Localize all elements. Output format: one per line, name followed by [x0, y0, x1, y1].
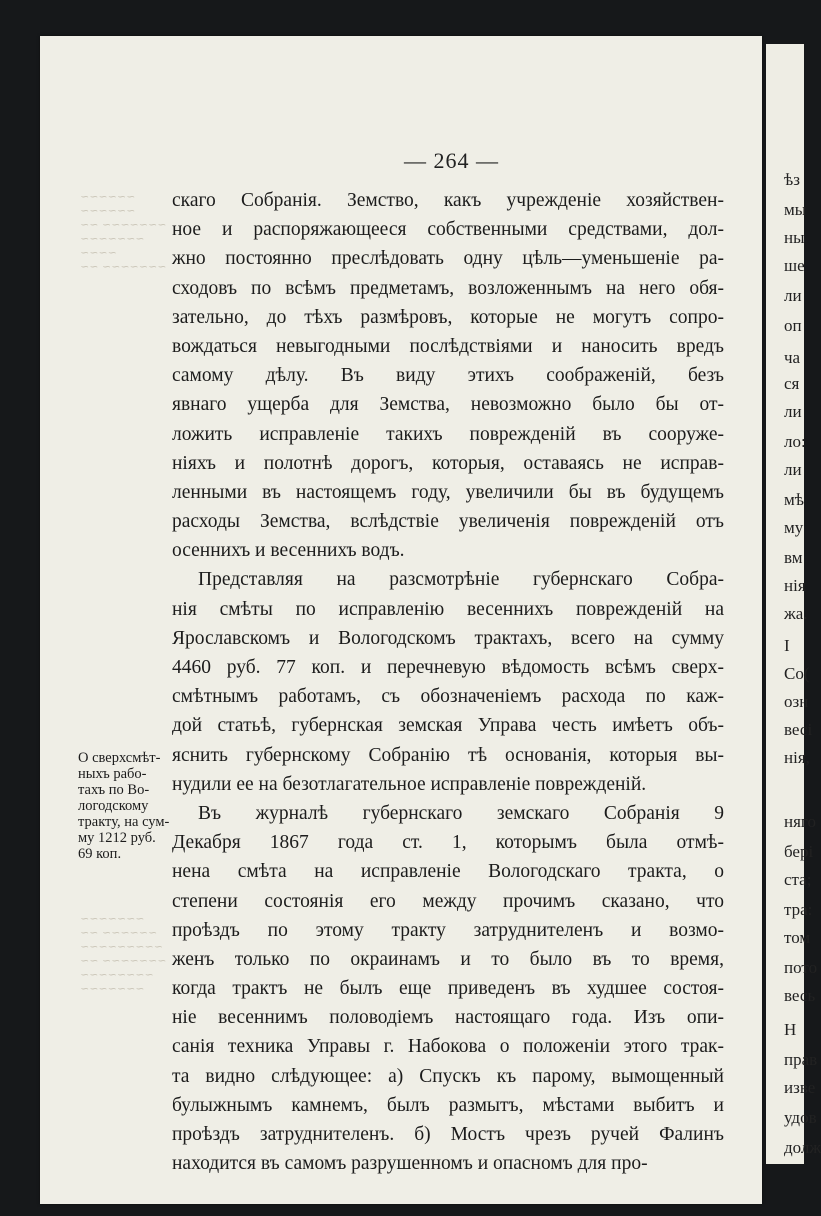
text-line: нудили ее на безотлагательное исправленіе поврежденій.: [172, 773, 647, 795]
text-line: Въ журналѣ губернскаго земскаго Собранія 9: [198, 802, 724, 824]
facing-page-line: вм: [784, 548, 803, 567]
facing-page-line: ли: [784, 460, 802, 479]
facing-page-line: Со(: [784, 664, 810, 683]
text-line: ное и распоряжающееся собственными средствами, дол-: [172, 219, 724, 241]
margin-note-line: логодскому: [78, 798, 149, 814]
text-line: степени состоянія его между прочимъ сказано, что: [172, 890, 724, 912]
text-line: сходовъ по всѣмъ предметамъ, возложеннымъ на него обя-: [172, 277, 724, 299]
show-through-text: ~~~~~~~ ~~~~~~ ~~ ~~~~~~~~~ ~~~~~~~ ~~ ~~~~~~~~ ~~~~~~~: [80, 912, 167, 995]
facing-page-line: удов: [784, 1108, 817, 1127]
facing-page-line: ше: [784, 256, 805, 275]
text-line: находится въ самомъ разрушенномъ и опасномъ для про-: [172, 1153, 648, 1175]
text-line: смѣтнымъ работамъ, съ обозначеніемъ расхода по каж-: [172, 686, 724, 708]
text-line: скаго Собранія. Земство, какъ учрежденіе хозяйствен-: [172, 190, 724, 211]
text-line: ложить исправленіе такихъ поврежденій въ сооруже-: [172, 423, 724, 445]
facing-page-line: няго: [784, 812, 816, 831]
text-line: нія смѣты по исправленію весеннихъ поврежденій на: [172, 598, 724, 620]
text-line: Ярославскомъ и Вологодскомъ трактахъ, всего на сумму: [172, 627, 724, 649]
margin-note-line: тахъ по Во-: [78, 782, 150, 798]
facing-page-line: том: [784, 928, 811, 947]
margin-note-line: 69 коп.: [78, 846, 122, 862]
facing-page-line: ло:: [784, 432, 806, 451]
text-line: вождаться невыгодными послѣдствіями и наносить вредъ: [172, 335, 724, 357]
margin-note-line: ныхъ рабо-: [78, 766, 147, 782]
text-line: яснить губернскому Собранію тѣ основанія, которыя вы-: [172, 744, 724, 766]
text-line: проѣздъ по этому тракту затруднителенъ и возмо-: [172, 919, 724, 941]
facing-page-line: му: [784, 518, 804, 537]
text-line: явнаго ущерба для Земства, невозможно было бы от-: [172, 394, 724, 416]
facing-page-line: I: [784, 636, 790, 655]
text-line: Декабря 1867 года ст. 1, которымъ была отмѣ-: [172, 832, 724, 854]
facing-page-line: нія: [784, 576, 806, 595]
text-line: Представляя на разсмотрѣніе губернскаго Собра-: [198, 569, 724, 591]
facing-page-line: ѣз: [784, 170, 800, 189]
facing-page-line: мѣ: [784, 490, 804, 509]
facing-page-line: долж: [784, 1138, 821, 1157]
text-line: та видно слѣдующее: а) Спускъ къ парому, вымощенный: [172, 1065, 724, 1087]
facing-page-line: озн: [784, 692, 809, 711]
facing-page-line: оп: [784, 316, 802, 335]
text-line: жно постоянно преслѣдовать одну цѣль—уменьшеніе ра-: [172, 248, 724, 270]
text-line: проѣздъ затруднителенъ. б) Мостъ чрезъ ручей Фалинъ: [172, 1124, 724, 1145]
facing-page-line: нія,: [784, 748, 810, 767]
facing-page-line: Н: [784, 1020, 797, 1039]
facing-page-line: ны: [784, 228, 805, 247]
text-line: зательно, до тѣхъ размѣровъ, которые не могутъ сопро-: [172, 306, 724, 328]
text-line: ніяхъ и полотнѣ дорогъ, которыя, оставаясь не исправ-: [172, 452, 724, 474]
facing-page-line: изве: [784, 1078, 816, 1097]
facing-page-line: прав: [784, 1050, 818, 1069]
text-line: самому дѣлу. Въ виду этихъ соображеній, безъ: [172, 365, 724, 387]
facing-page-line: бері: [784, 842, 814, 861]
text-line: дой статьѣ, губернская земская Управа честь имѣетъ объ-: [172, 715, 724, 737]
facing-page-line: ся: [784, 374, 800, 393]
facing-page-line: весь: [784, 986, 816, 1005]
margin-note: [78, 750, 178, 862]
facing-page-line: ста;: [784, 870, 812, 889]
text-line: ленными въ настоящемъ году, увеличили бы въ будущемъ: [172, 481, 724, 503]
page-number: — 264 —: [404, 148, 499, 173]
facing-page-line: ли: [784, 402, 802, 421]
margin-note-line: му 1212 руб.: [78, 830, 156, 846]
margin-note-line: О сверхсмѣт-: [78, 750, 161, 766]
facing-page-line: пото: [784, 958, 818, 977]
margin-note-line: тракту, на сум-: [78, 814, 170, 830]
facing-page-line: ли: [784, 286, 802, 305]
text-line: булыжнымъ камнемъ, былъ размытъ, мѣстами выбитъ и: [172, 1094, 724, 1116]
text-line: осеннихъ и весеннихъ водъ.: [172, 540, 405, 562]
body-text: [172, 186, 724, 1178]
text-line: 4460 руб. 77 коп. и перечневую вѣдомость всѣмъ сверх-: [172, 657, 724, 678]
text-line: когда трактъ не былъ еще приведенъ въ худшее состоя-: [172, 978, 724, 1000]
text-line: ніе весеннимъ половодіемъ настоящаго года. Изъ опи-: [172, 1007, 724, 1029]
show-through-text: ~~~~~~ ~~~~~~ ~~~~~~~ ~~ ~~~~~~~ ~~~~ ~~~~~~~ ~~: [80, 190, 167, 273]
facing-page-line: мы: [784, 200, 807, 219]
text-line: нена смѣта на исправленіе Вологодскаго тракта, о: [172, 861, 724, 883]
text-line: санія техника Управы г. Набокова о положеніи этого трак-: [172, 1036, 724, 1058]
facing-page-line: ча: [784, 348, 801, 367]
text-line: женъ только по окраинамъ и то было въ то время,: [172, 948, 724, 970]
facing-page-line: весі: [784, 720, 813, 739]
text-line: расходы Земства, вслѣдствіе увеличенія поврежденій отъ: [172, 511, 724, 533]
facing-page-line: жа.: [784, 604, 808, 623]
facing-page-line: тра:: [784, 900, 813, 919]
facing-page: [766, 44, 821, 1164]
